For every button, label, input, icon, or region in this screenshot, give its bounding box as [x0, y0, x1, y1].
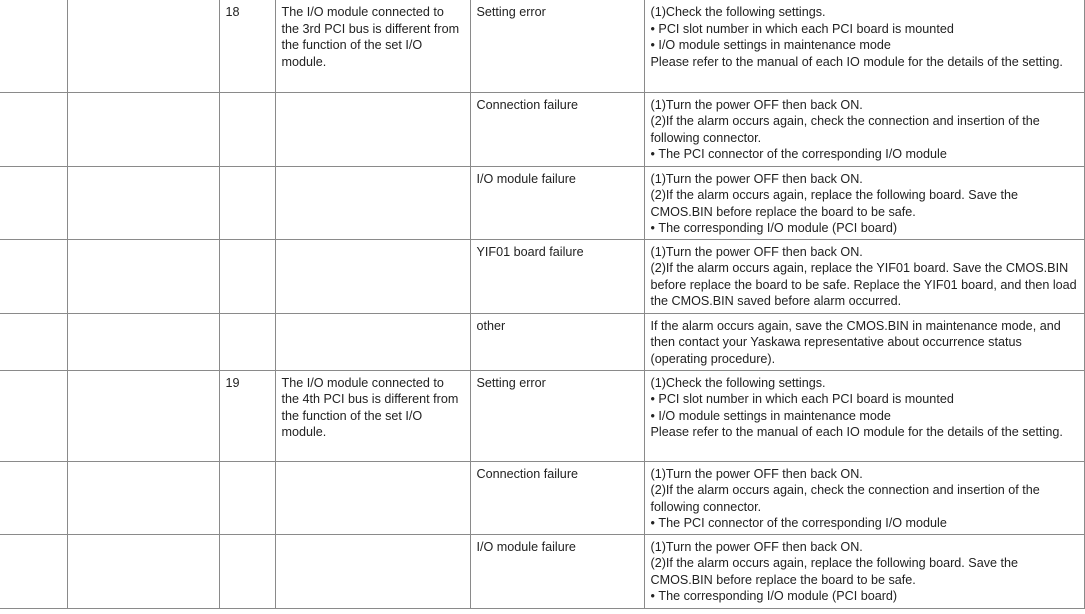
cause-cell: YIF01 board failure [470, 239, 644, 313]
remedy-bullet: • I/O module settings in maintenance mode [651, 408, 1078, 425]
remedy-cell [644, 92, 1084, 166]
alarm-number-cell [0, 370, 67, 461]
remedy-cell [644, 313, 1084, 370]
remedy-line: If the alarm occurs again, save the CMOS.BIN in maintenance mode, and then contact your Yaskawa representative about occurrence status (operating procedure). [650, 318, 1061, 366]
table-row [0, 313, 1084, 370]
remedy-bullet: • The corresponding I/O module (PCI board) [651, 220, 1078, 237]
remedy-line: (2)If the alarm occurs again, replace the following board. Save the CMOS.BIN before replace the board to be safe. [650, 556, 1019, 587]
remedy-line: Please refer to the manual of each IO module for the details of the setting. [650, 425, 1063, 440]
alarm-name-cell [67, 92, 219, 166]
meaning-cell: The I/O module connected to the 4th PCI bus is different from the function of the set I/O module. [275, 370, 470, 461]
table-row [0, 92, 1084, 166]
cause-cell: I/O module failure [470, 534, 644, 608]
meaning-cell [275, 239, 470, 313]
alarm-name-cell [67, 239, 219, 313]
alarm-number-cell [0, 166, 67, 239]
meaning-cell [275, 461, 470, 534]
sub-code-cell [219, 239, 275, 313]
sub-code-cell [219, 461, 275, 534]
remedy-line: (2)If the alarm occurs again, replace the following board. Save the CMOS.BIN before replace the board to be safe. [650, 188, 1019, 219]
table-row [0, 534, 1084, 608]
remedy-bullet: • PCI slot number in which each PCI board is mounted [651, 21, 1078, 38]
remedy-bullet: • The PCI connector of the corresponding I/O module [651, 146, 1078, 163]
remedy-line: (1)Turn the power OFF then back ON. [650, 466, 863, 481]
table-row [0, 166, 1084, 239]
meaning-cell [275, 92, 470, 166]
remedy-cell [644, 0, 1084, 92]
remedy-bullet: • I/O module settings in maintenance mode [651, 37, 1078, 54]
alarm-number-cell [0, 239, 67, 313]
remedy-line: (1)Turn the power OFF then back ON. [650, 539, 863, 554]
remedy-line: (1)Turn the power OFF then back ON. [650, 171, 863, 186]
table-row [0, 370, 1084, 461]
alarm-name-cell [67, 461, 219, 534]
alarm-name-cell [67, 0, 219, 92]
remedy-line: (1)Turn the power OFF then back ON. [650, 97, 863, 112]
sub-code-cell [219, 534, 275, 608]
sub-code-cell [219, 166, 275, 239]
remedy-bullet: • The corresponding I/O module (PCI board) [651, 588, 1078, 605]
remedy-cell [644, 239, 1084, 313]
table-row [0, 461, 1084, 534]
alarm-name-cell [67, 313, 219, 370]
meaning-cell [275, 166, 470, 239]
cause-cell: Connection failure [470, 92, 644, 166]
cause-cell: Connection failure [470, 461, 644, 534]
alarm-number-cell [0, 534, 67, 608]
remedy-bullet: • The PCI connector of the corresponding I/O module [651, 515, 1078, 532]
cause-cell: I/O module failure [470, 166, 644, 239]
remedy-line: (2)If the alarm occurs again, check the connection and insertion of the following connector. [650, 483, 1040, 514]
alarm-number-cell [0, 313, 67, 370]
remedy-line: Please refer to the manual of each IO module for the details of the setting. [650, 54, 1063, 69]
table-row [0, 0, 1084, 92]
remedy-cell [644, 370, 1084, 461]
alarm-name-cell [67, 534, 219, 608]
meaning-cell: The I/O module connected to the 3rd PCI bus is different from the function of the set I/O module. [275, 0, 470, 92]
remedy-line: (1)Turn the power OFF then back ON. [650, 244, 863, 259]
sub-code-cell: 18 [219, 0, 275, 92]
sub-code-cell: 19 [219, 370, 275, 461]
remedy-cell [644, 534, 1084, 608]
remedy-cell [644, 461, 1084, 534]
sub-code-cell [219, 92, 275, 166]
alarm-name-cell [67, 166, 219, 239]
cause-cell: Setting error [470, 0, 644, 92]
remedy-line: (2)If the alarm occurs again, check the connection and insertion of the following connector. [650, 114, 1040, 145]
remedy-line: (1)Check the following settings. [650, 5, 826, 19]
remedy-bullet: • PCI slot number in which each PCI board is mounted [651, 391, 1078, 408]
alarm-number-cell [0, 0, 67, 92]
remedy-cell [644, 166, 1084, 239]
cause-cell: other [470, 313, 644, 370]
meaning-cell [275, 313, 470, 370]
alarm-number-cell [0, 92, 67, 166]
table-row [0, 239, 1084, 313]
alarm-name-cell [67, 370, 219, 461]
cause-cell: Setting error [470, 370, 644, 461]
meaning-cell [275, 534, 470, 608]
sub-code-cell [219, 313, 275, 370]
alarm-number-cell [0, 461, 67, 534]
remedy-line: (1)Check the following settings. [650, 375, 826, 390]
remedy-line: (2)If the alarm occurs again, replace the YIF01 board. Save the CMOS.BIN before replace the board to be safe. Replace the YIF01 board, and then load the CMOS.BIN saved before alarm occurred. [650, 261, 1077, 309]
